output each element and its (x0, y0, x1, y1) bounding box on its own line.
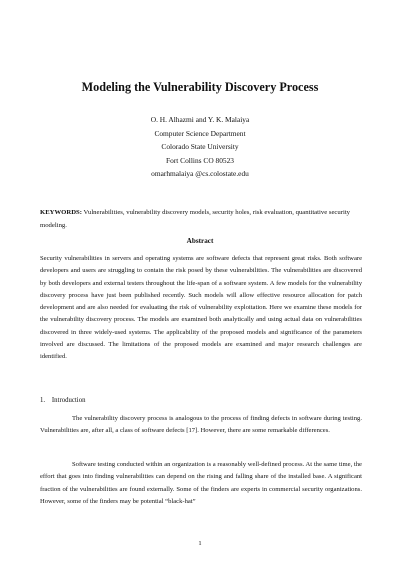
author-block (0, 113, 400, 181)
author-department: Computer Science Department (154, 128, 246, 138)
page-number: 1 (198, 540, 202, 547)
keywords-label: KEYWORDS: (40, 209, 82, 216)
section-heading-introduction: 1. Introduction (40, 397, 86, 404)
keywords-block (40, 207, 362, 232)
keywords-text: Vulnerabilities, vulnerability discovery models, security holes, risk evaluation, quantitative security modeling. (40, 209, 351, 229)
abstract-heading: Abstract (186, 237, 214, 245)
introduction-paragraph-2: Software testing conducted within an organization is a reasonably well-defined process. At the same time, the effort that goes into finding vulnerabilities can depend on the rising and falling share of the installed base. A significant fraction of the vulnerabilities are found externally. Some of the finders are experts in commercial security organizations. However, some of the finders may be potential “black-hat” (40, 461, 362, 505)
author-email: omarhmalaiya @cs.colostate.edu (151, 169, 249, 178)
paper-title: Modeling the Vulnerability Discovery Process (81, 80, 319, 94)
author-university: Colorado State University (161, 142, 239, 151)
author-city: Fort Collins CO 80523 (166, 155, 234, 165)
author-names: O. H. Alhazmi and Y. K. Malaiya (150, 115, 250, 124)
abstract-body: Security vulnerabilities in servers and operating systems are software defects that represent great risks. Both software developers and users are struggling to contain the risk posed by these vulnerabilities. The vulnerabilities are discovered by both developers and external testers throughout the life-span of a software system. A few models for the vulnerability discovery process have just been published recently. Such models will allow effective resource allocation for patch development and are also needed for evaluating the risk of vulnerability exploitation. Here we examine these models for the vulnerability discovery process. The models are examined both analytically and using actual data on vulnerabilities discovered in three widely-used systems. The applicability of the proposed models and significance of the parameters involved are discussed. The limitations of the proposed models are examined and major research challenges are identified. (40, 255, 362, 361)
introduction-paragraph-1: The vulnerability discovery process is analogous to the process of finding defects in software during testing. Vulnerabilities are, after all, a class of software defects [17]. However, there are some remarkable differences. (40, 415, 362, 435)
